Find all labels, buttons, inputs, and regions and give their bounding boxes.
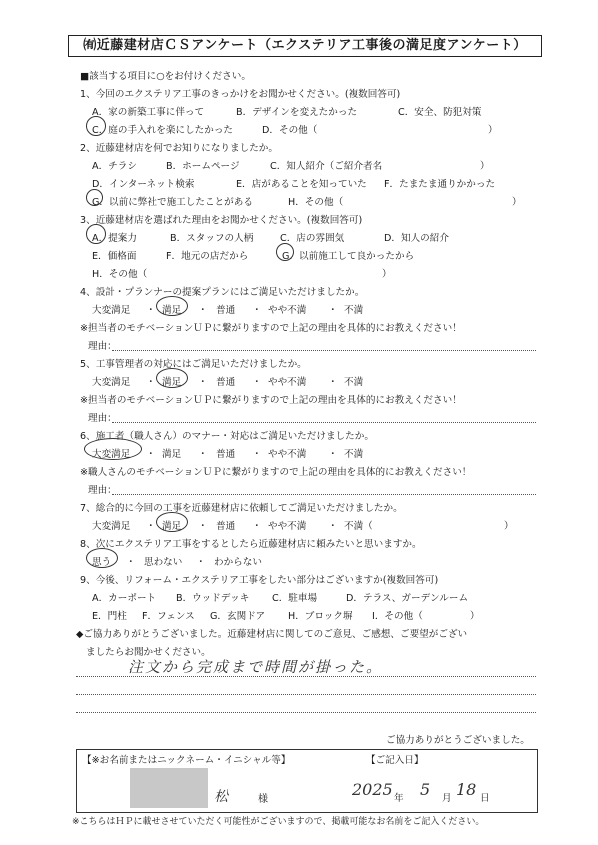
q7-scale-satisfied[interactable]: 満足 (162, 521, 182, 532)
q2-option-e[interactable]: E．店があることを知っていた (236, 179, 367, 190)
q9-option-a[interactable]: A．カーポート (92, 593, 157, 604)
q9-option-i[interactable]: I．その他（ (372, 611, 423, 622)
q9-option-c[interactable]: C．駐車場 (272, 593, 318, 604)
q5-scale-somewhat-unsatisfied[interactable]: やや不満 (268, 377, 307, 388)
q8-option-no[interactable]: 思わない (144, 557, 183, 568)
year-label: 年 (394, 793, 404, 804)
selection-circle (276, 243, 294, 261)
q6-scale-sep: ・ (252, 449, 262, 460)
q8-text: 8、次にエクステリア工事をするとしたら近藤建材店に頼みたいと思いますか。 (80, 539, 422, 550)
q3-option-f[interactable]: F．地元の店だから (166, 251, 249, 262)
q3-option-e[interactable]: E．価格面 (92, 251, 137, 262)
q6-scale-satisfied[interactable]: 満足 (162, 449, 182, 460)
q5-scale-satisfied[interactable]: 満足 (162, 377, 182, 388)
q3-option-c[interactable]: C．店の雰囲気 (280, 233, 345, 244)
closing-line-2: ましたらお聞かせください。 (86, 647, 211, 658)
q8-option-yes[interactable]: 思う (92, 557, 112, 568)
selection-circle (156, 296, 188, 316)
instruction: ■該当する項目に○をお付けください。 (80, 71, 251, 82)
handwritten-comment: 注文から完成まで時間が掛った。 (128, 658, 384, 676)
q7-scale-sep: ・ (146, 521, 156, 532)
q3-text: 3、近藤建材店を選ばれた理由をお聞かせください。(複数回答可) (80, 215, 363, 226)
q6-scale-unsatisfied[interactable]: 不満 (344, 449, 364, 460)
q5-scale-sep: ・ (252, 377, 262, 388)
q3-option-b[interactable]: B．スタッフの人柄 (170, 233, 254, 244)
q1-option-c[interactable]: C．安全、防犯対策 (398, 107, 482, 118)
closing-line-1: ◆ご協力ありがとうございました。近藤建材店に関してのご意見、ご感想、ご要望がござい (76, 629, 468, 640)
q1-option-a[interactable]: A．家の新築工事に伴って (92, 107, 205, 118)
q4-scale-normal[interactable]: 普通 (216, 305, 236, 316)
q4-scale-sep: ・ (198, 305, 208, 316)
q7-scale-unsatisfied[interactable]: 不満（ (344, 521, 373, 532)
q4-reason-line[interactable] (112, 350, 536, 351)
sama-label: 様 (258, 794, 268, 805)
q4-scale-sep: ・ (328, 305, 338, 316)
q6-scale-normal[interactable]: 普通 (216, 449, 236, 460)
selection-circle (84, 438, 142, 460)
month-handwritten[interactable]: 5 (420, 780, 431, 799)
q7-scale-sep: ・ (198, 521, 208, 532)
q4-scale-very-satisfied[interactable]: 大変満足 (92, 305, 131, 316)
q7-text: 7、総合的に今回の工事を近藤建材店に依頼してご満足いただけましたか。 (80, 503, 403, 514)
q7-scale-sep: ・ (252, 521, 262, 532)
q6-scale-sep: ・ (328, 449, 338, 460)
name-label: 【※お名前またはニックネーム・イニシャル等】 (82, 755, 291, 766)
comment-line[interactable] (76, 712, 536, 713)
q2-option-c[interactable]: C．知人紹介（ご紹介者名 (270, 161, 383, 172)
q5-scale-unsatisfied[interactable]: 不満 (344, 377, 364, 388)
q1-option-d-close: ） (488, 125, 498, 136)
q9-option-i-close: ） (470, 611, 480, 622)
q7-scale-somewhat-unsatisfied[interactable]: やや不満 (268, 521, 307, 532)
q6-scale-sep: ・ (146, 449, 156, 460)
comment-line[interactable] (76, 694, 536, 695)
selection-circle (86, 189, 103, 206)
q1-option-c2[interactable]: C．庭の手入れを楽にしたかった (92, 125, 234, 136)
q1-option-b[interactable]: B．デザインを変えたかった (236, 107, 358, 118)
year-handwritten[interactable]: 2025 (352, 780, 393, 799)
q7-scale-sep: ・ (328, 521, 338, 532)
comment-line[interactable] (76, 676, 536, 677)
q1-text: 1、今回のエクステリア工事のきっかけをお聞かせください。(複数回答可) (80, 89, 401, 100)
q9-option-h[interactable]: H．ブロック塀 (288, 611, 353, 622)
q7-scale-normal[interactable]: 普通 (216, 521, 236, 532)
q2-option-c-close: ） (480, 161, 490, 172)
q8-sep: ・ (126, 557, 136, 568)
q6-text: 6、施工者（職人さん）のマナー・対応はご満足いただけましたか。 (80, 431, 374, 442)
q2-option-b[interactable]: B．ホームページ (166, 161, 240, 172)
selection-circle (86, 116, 106, 136)
q2-option-h-close: ） (512, 197, 522, 208)
thanks-text: ご協力ありがとうございました。 (386, 735, 530, 746)
day-label: 日 (480, 793, 490, 804)
q4-scale-sep: ・ (252, 305, 262, 316)
q3-option-h[interactable]: H．その他（ (92, 269, 148, 280)
q6-scale-sep: ・ (198, 449, 208, 460)
q9-option-g[interactable]: G．玄関ドア (210, 611, 266, 622)
q5-reason-line[interactable] (112, 422, 536, 423)
name-handwritten[interactable]: 松 (214, 789, 228, 805)
q3-option-d[interactable]: D．知人の紹介 (384, 233, 449, 244)
q7-scale-very-satisfied[interactable]: 大変満足 (92, 521, 131, 532)
q5-note: ※担当者のモチベーションＵＰに繋がりますので上記の理由を具体的にお教えください！ (80, 395, 462, 406)
q4-scale-sep: ・ (146, 305, 156, 316)
q6-note: ※職人さんのモチベーションＵＰに繋がりますので上記の理由を具体的にお教えください！ (80, 467, 472, 478)
q9-option-b[interactable]: B．ウッドデッキ (176, 593, 250, 604)
footnote: ※こちらはＨＰに載せさせていただく可能性がございますので、掲載可能なお名前をご記入ください。 (72, 817, 485, 827)
q5-scale-sep: ・ (198, 377, 208, 388)
q4-text: 4、設計・プランナーの提案プランにはご満足いただけましたか。 (80, 287, 365, 298)
q2-text: 2、近藤建材店を何でお知りになりましたか。 (80, 143, 278, 154)
q6-reason-line[interactable] (112, 494, 536, 495)
q5-reason-label: 理由： (88, 413, 117, 424)
q6-scale-somewhat-unsatisfied[interactable]: やや不満 (268, 449, 307, 460)
q4-reason-label: 理由： (88, 341, 117, 352)
q5-scale-very-satisfied[interactable]: 大変満足 (92, 377, 131, 388)
q3-option-a[interactable]: A．提案力 (92, 233, 137, 244)
q7-scale-close: ） (504, 521, 514, 532)
q4-note: ※担当者のモチベーションＵＰに繋がりますので上記の理由を具体的にお教えください！ (80, 323, 462, 334)
q9-option-d[interactable]: D．テラス、ガーデンルーム (346, 593, 469, 604)
selection-circle (86, 548, 118, 568)
month-label: 月 (442, 793, 452, 804)
q3-option-h-close: ） (382, 269, 392, 280)
q2-option-d[interactable]: D．インターネット検索 (92, 179, 195, 190)
q9-option-e[interactable]: E．門柱 (92, 611, 127, 622)
q6-reason-label: 理由： (88, 485, 117, 496)
q2-option-h[interactable]: H．その他（ (288, 197, 344, 208)
q2-option-a[interactable]: A．チラシ (92, 161, 137, 172)
selection-circle (86, 224, 106, 244)
q8-option-dont-know[interactable]: わからない (214, 557, 262, 568)
q5-text: 5、工事管理者の対応にはご満足いただけましたか。 (80, 359, 307, 370)
q4-scale-somewhat-unsatisfied[interactable]: やや不満 (268, 305, 307, 316)
q6-scale-very-satisfied[interactable]: 大変満足 (92, 449, 131, 460)
q5-scale-normal[interactable]: 普通 (216, 377, 236, 388)
q1-option-d[interactable]: D．その他（ (262, 125, 318, 136)
redacted-name (130, 768, 208, 808)
q9-option-f[interactable]: F．フェンス (142, 611, 195, 622)
q4-scale-unsatisfied[interactable]: 不満 (344, 305, 364, 316)
q5-scale-sep: ・ (328, 377, 338, 388)
q9-text: 9、今後、リフォーム・エクステリア工事をしたい部分はございますか(複数回答可) (80, 575, 439, 586)
q3-option-g[interactable]: G．以前施工して良かったから (282, 251, 415, 262)
q4-scale-satisfied[interactable]: 満足 (162, 305, 182, 316)
selection-circle (156, 368, 188, 388)
selection-circle (156, 512, 188, 532)
q2-option-f[interactable]: F．たまたま通りかかった (384, 179, 496, 190)
q2-option-g[interactable]: G．以前に弊社で施工したことがある (92, 197, 253, 208)
date-label: 【ご記入日】 (366, 755, 424, 766)
q8-sep: ・ (196, 557, 206, 568)
q5-scale-sep: ・ (146, 377, 156, 388)
day-handwritten[interactable]: 18 (456, 780, 477, 799)
survey-title: ㈲近藤建材店ＣＳアンケート（エクステリア工事後の満足度アンケート） (68, 35, 542, 57)
